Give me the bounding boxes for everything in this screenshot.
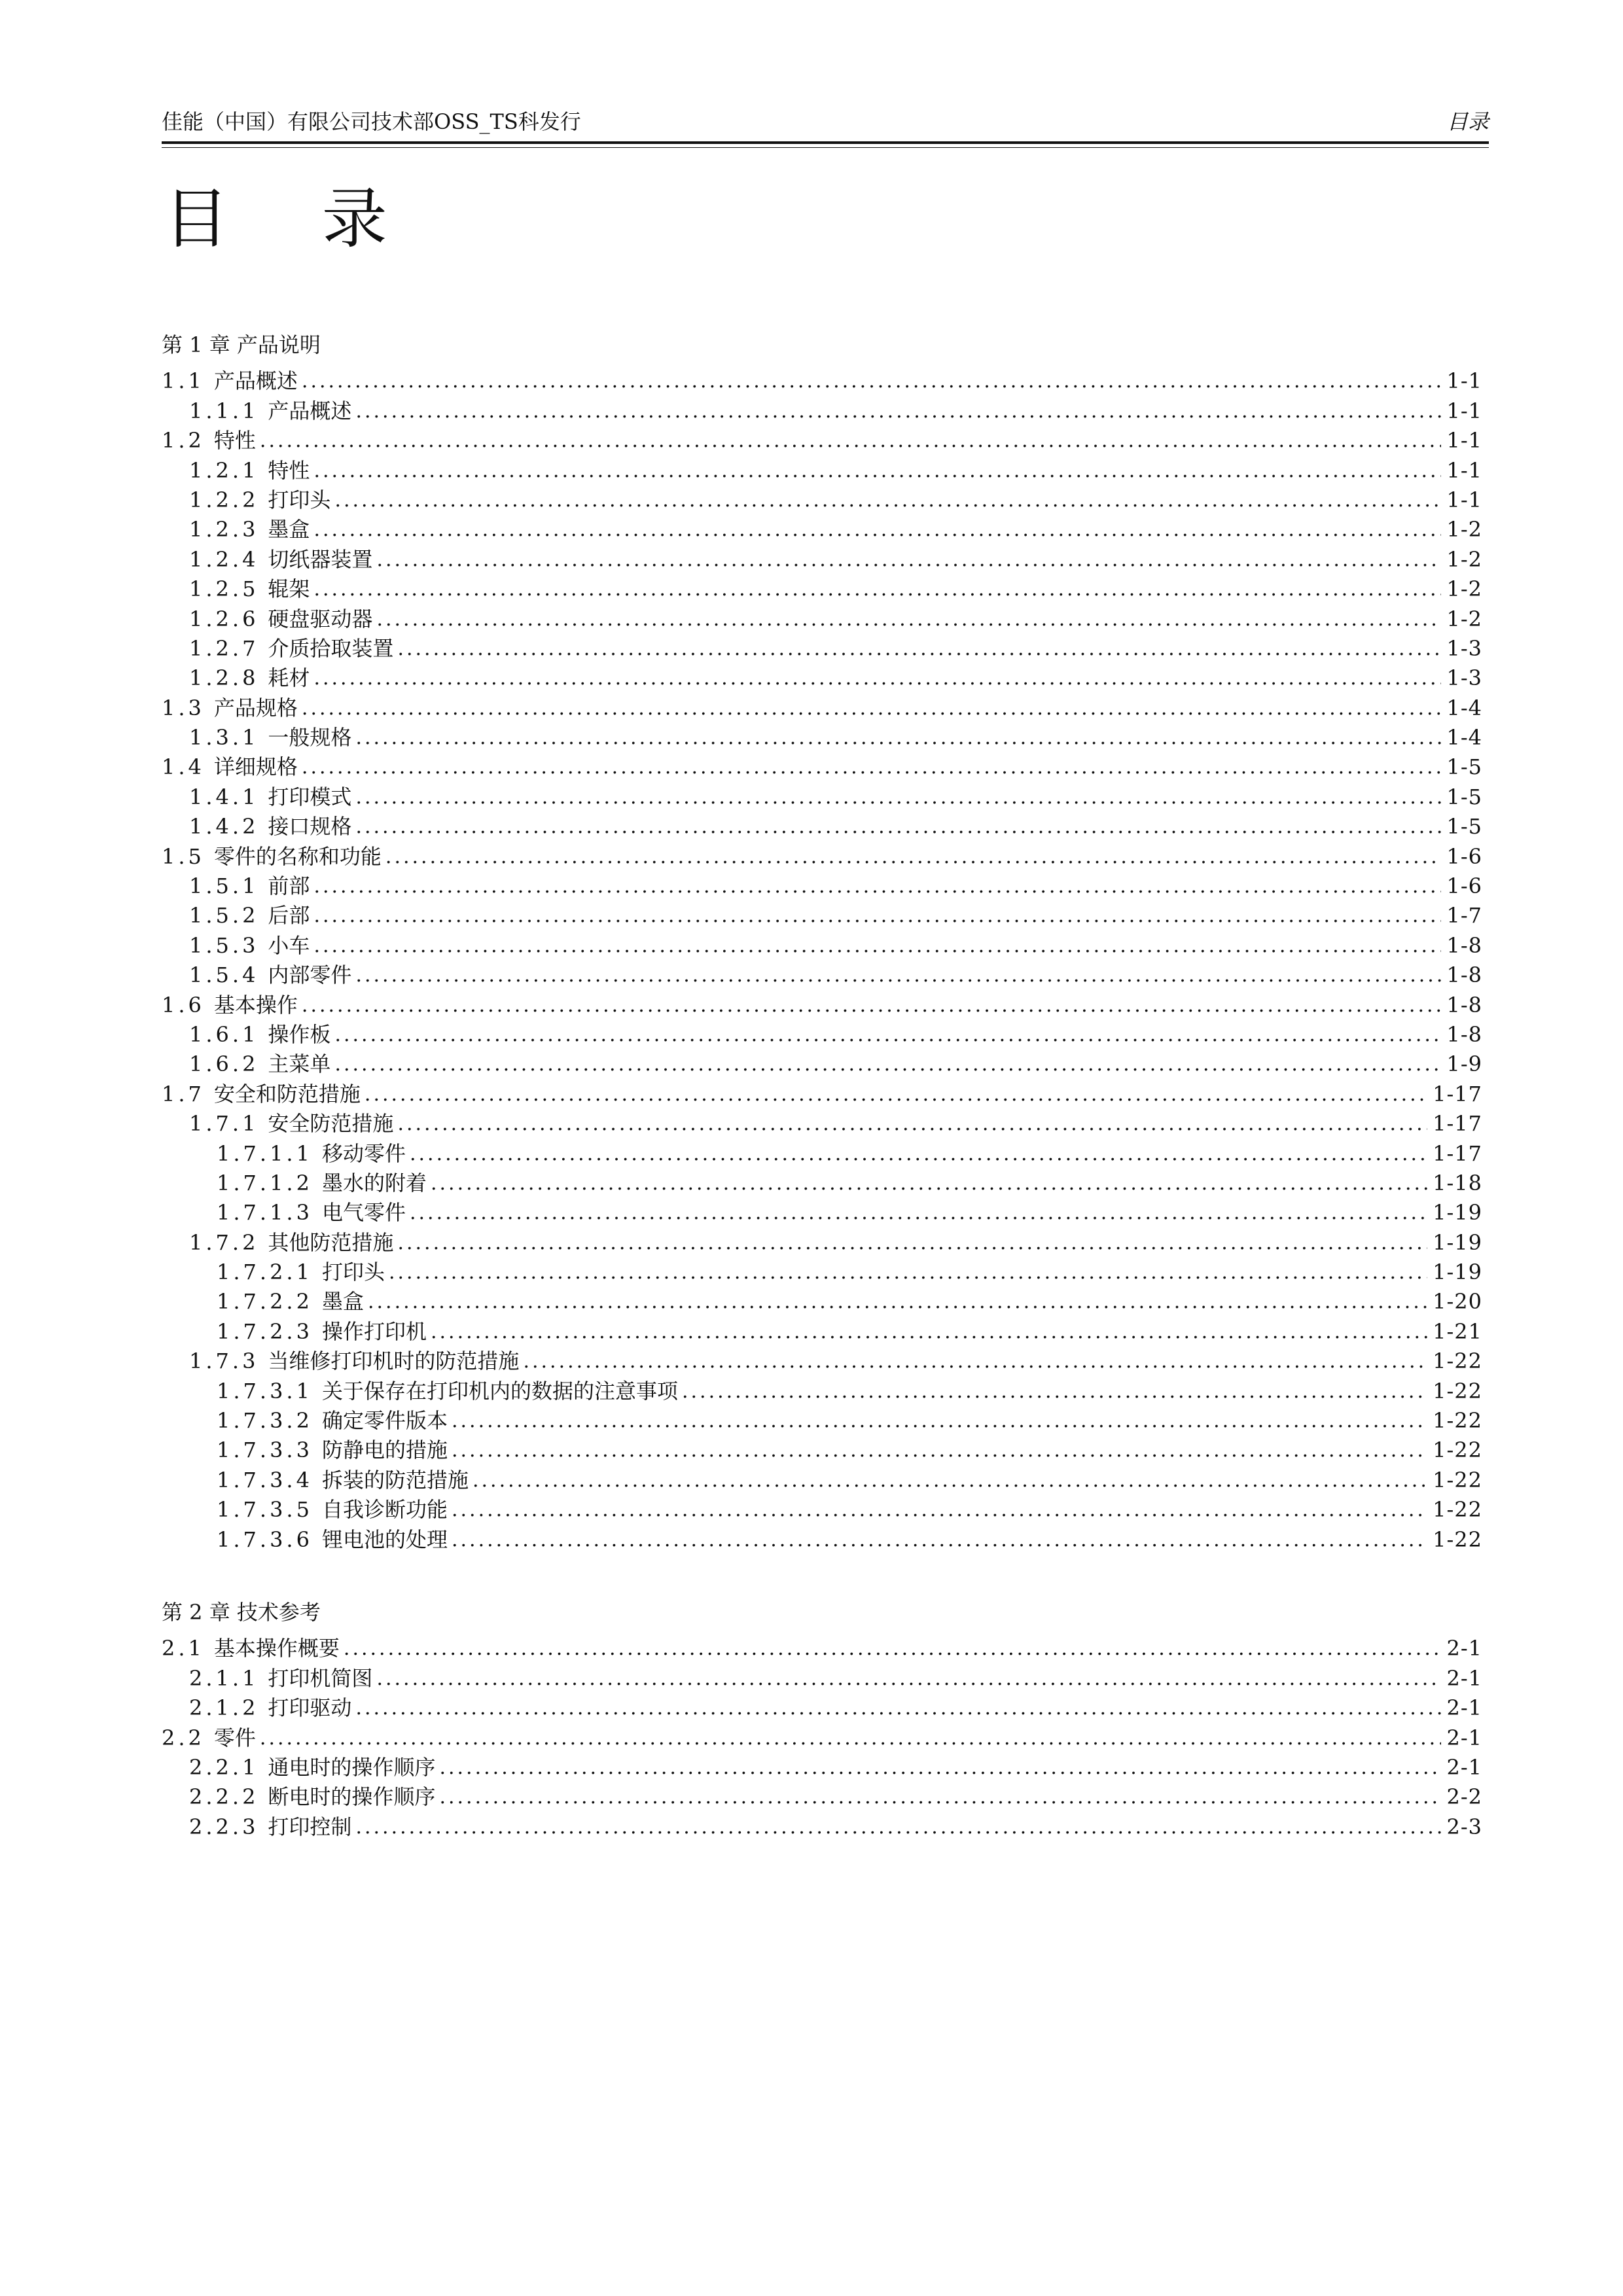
toc-dot-leader	[260, 1723, 1442, 1753]
toc-entry-title: 断电时的操作顺序	[268, 1784, 436, 1810]
page-header	[162, 107, 1489, 140]
toc-entry-title: 自我诊断功能	[321, 1497, 448, 1523]
toc-entry-page: 1-8	[1446, 992, 1482, 1017]
toc-dot-leader	[313, 901, 1441, 930]
toc-entry-title: 产品规格	[213, 695, 298, 720]
toc-entry-number: 1.7.1.1	[217, 1140, 313, 1166]
toc-entry[interactable]	[162, 1436, 1482, 1465]
toc-entry-number: 1.2.3	[189, 517, 259, 542]
toc-entry-title: 零件	[213, 1725, 256, 1750]
toc-entry-title: 详细规格	[213, 754, 298, 780]
toc-entry-page: 1-5	[1446, 754, 1482, 780]
toc-entry[interactable]	[162, 694, 1482, 723]
toc-entry-number: 2.1.1	[189, 1665, 259, 1691]
toc-entry[interactable]	[162, 1080, 1482, 1109]
toc-entry[interactable]	[162, 872, 1482, 901]
toc-dot-leader	[334, 1050, 1441, 1079]
toc-entry[interactable]	[162, 812, 1482, 841]
toc-entry[interactable]	[162, 752, 1482, 782]
toc-entry-page: 2-1	[1446, 1695, 1482, 1721]
toc-entry-number: 1.2.4	[189, 546, 259, 572]
toc-dot-leader	[313, 663, 1441, 693]
toc-entry-page: 1-17	[1433, 1081, 1482, 1106]
toc-entry-number: 1.1	[162, 368, 205, 394]
toc-entry-title: 关于保存在打印机内的数据的注意事项	[321, 1378, 678, 1404]
toc-entry-page: 1-1	[1446, 487, 1482, 512]
toc-entry-page: 1-19	[1433, 1200, 1482, 1226]
toc-entry-page: 1-4	[1446, 725, 1482, 751]
toc-entry-number: 1.7	[162, 1081, 205, 1106]
toc-entry-number: 2.2.3	[189, 1814, 259, 1839]
toc-dot-leader	[439, 1753, 1441, 1782]
toc-entry-page: 1-1	[1446, 368, 1482, 394]
toc-dot-leader	[313, 456, 1441, 486]
toc-entry-number: 1.7.3.2	[217, 1408, 313, 1434]
toc-entry[interactable]	[162, 1782, 1482, 1812]
toc-entry-page: 1-7	[1446, 903, 1482, 928]
toc-entry-page: 1-22	[1433, 1378, 1482, 1404]
toc-entry-number: 1.7.3.5	[217, 1497, 313, 1523]
toc-dot-leader	[313, 931, 1441, 961]
toc-entry-title: 接口规格	[268, 814, 352, 839]
toc-entry-title: 后部	[268, 903, 310, 928]
toc-dot-leader	[355, 723, 1441, 752]
toc-dot-leader	[365, 1080, 1427, 1109]
toc-entry-title: 打印驱动	[268, 1695, 352, 1721]
toc-dot-leader	[385, 842, 1442, 872]
toc-entry[interactable]	[162, 366, 1482, 396]
toc-entry-number: 1.7.3	[189, 1349, 259, 1374]
chapter-heading: 第 2 章 技术参考	[162, 1600, 321, 1625]
toc-entry-page: 2-1	[1446, 1754, 1482, 1780]
toc-entry-number: 2.1	[162, 1636, 205, 1661]
toc-entry-page: 1-3	[1446, 665, 1482, 691]
toc-entry-page: 1-22	[1433, 1527, 1482, 1552]
toc-dot-leader	[376, 545, 1441, 574]
toc-entry-title: 打印头	[268, 487, 331, 512]
toc-entry-title: 操作板	[268, 1021, 331, 1047]
toc-dot-leader	[410, 1198, 1427, 1227]
toc-entry-page: 1-17	[1433, 1140, 1482, 1166]
toc-dot-leader	[302, 366, 1442, 396]
toc-entry[interactable]	[162, 1634, 1482, 1663]
toc-entry-title: 基本操作	[213, 992, 298, 1017]
chapter-heading: 第 1 章 产品说明	[162, 332, 321, 357]
toc-entry-number: 1.7.3.6	[217, 1527, 313, 1552]
toc-entry-page: 1-8	[1446, 1021, 1482, 1047]
toc-entry-title: 切纸器装置	[268, 546, 373, 572]
toc-entry[interactable]	[162, 663, 1482, 693]
toc-entry-number: 1.3	[162, 695, 205, 720]
toc-entry-page: 1-2	[1446, 517, 1482, 542]
toc-entry-page: 1-6	[1446, 874, 1482, 899]
toc-entry-title: 前部	[268, 874, 310, 899]
toc-dot-leader	[452, 1495, 1427, 1525]
toc-dot-leader	[355, 1812, 1441, 1842]
toc-entry-page: 1-6	[1446, 843, 1482, 869]
toc-entry-title: 硬盘驱动器	[268, 606, 373, 631]
toc-entry-page: 1-8	[1446, 963, 1482, 988]
toc-entry-page: 1-22	[1433, 1438, 1482, 1463]
toc-entry-page: 1-22	[1433, 1408, 1482, 1434]
toc-list	[162, 366, 1482, 1555]
toc-entry-number: 1.3.1	[189, 725, 259, 751]
toc-entry[interactable]	[162, 931, 1482, 961]
toc-entry-number: 1.7.3.4	[217, 1467, 313, 1492]
toc-entry-number: 1.7.2.2	[217, 1289, 313, 1315]
toc-entry-number: 1.7.2.3	[217, 1318, 313, 1344]
header-rule-thin	[162, 147, 1489, 148]
toc-entry[interactable]	[162, 574, 1482, 604]
toc-entry-page: 1-2	[1446, 576, 1482, 602]
toc-entry[interactable]	[162, 1812, 1482, 1842]
toc-entry[interactable]	[162, 397, 1482, 426]
toc-entry-page: 2-1	[1446, 1636, 1482, 1661]
toc-entry-number: 1.2	[162, 428, 205, 453]
toc-entry-page: 1-2	[1446, 606, 1482, 631]
toc-entry-page: 1-1	[1446, 457, 1482, 483]
toc-entry-page: 1-22	[1433, 1497, 1482, 1523]
toc-dot-leader	[397, 634, 1441, 663]
page-title: 目 录	[164, 181, 423, 257]
toc-entry-title: 打印模式	[268, 784, 352, 809]
toc-dot-leader	[355, 1693, 1441, 1723]
toc-dot-leader	[410, 1139, 1427, 1169]
toc-entry[interactable]	[162, 901, 1482, 930]
toc-dot-leader	[334, 486, 1441, 515]
toc-dot-leader	[313, 515, 1441, 544]
toc-entry-page: 2-2	[1446, 1784, 1482, 1810]
toc-dot-leader	[302, 752, 1442, 782]
toc-entry-number: 1.2.1	[189, 457, 259, 483]
toc-entry-page: 1-17	[1433, 1111, 1482, 1137]
toc-entry-number: 1.7.1.2	[217, 1170, 313, 1195]
toc-entry-title: 安全和防范措施	[213, 1081, 361, 1106]
toc-entry-number: 1.2.2	[189, 487, 259, 512]
toc-entry-title: 通电时的操作顺序	[268, 1754, 436, 1780]
toc-dot-leader	[355, 961, 1441, 990]
toc-dot-leader	[334, 1020, 1441, 1050]
toc-entry-number: 1.7.2	[189, 1229, 259, 1255]
toc-entry-page: 1-1	[1446, 428, 1482, 453]
toc-dot-leader	[376, 1664, 1441, 1693]
toc-entry[interactable]	[162, 1020, 1482, 1050]
toc-entry-title: 墨盒	[268, 517, 310, 542]
toc-entry-page: 2-1	[1446, 1665, 1482, 1691]
toc-dot-leader	[344, 1634, 1442, 1663]
toc-dot-leader	[302, 991, 1442, 1020]
toc-entry-title: 小车	[268, 932, 310, 958]
toc-entry[interactable]	[162, 1109, 1482, 1139]
toc-entry-page: 1-5	[1446, 814, 1482, 839]
toc-entry-number: 1.7.1	[189, 1111, 259, 1137]
toc-entry-page: 1-2	[1446, 546, 1482, 572]
toc-entry-page: 1-19	[1433, 1260, 1482, 1285]
toc-entry-title: 打印机简图	[268, 1665, 373, 1691]
toc-entry-number: 1.2.6	[189, 606, 259, 631]
toc-entry-number: 2.2.2	[189, 1784, 259, 1810]
toc-entry[interactable]	[162, 842, 1482, 872]
toc-entry-number: 1.5.2	[189, 903, 259, 928]
toc-entry[interactable]	[162, 1258, 1482, 1287]
toc-entry-title: 特性	[213, 428, 256, 453]
toc-entry-title: 辊架	[268, 576, 310, 602]
toc-entry[interactable]	[162, 783, 1482, 812]
toc-entry-number: 1.7.3.3	[217, 1438, 313, 1463]
toc-entry[interactable]	[162, 1753, 1482, 1782]
toc-entry-number: 1.2.7	[189, 635, 259, 661]
toc-entry[interactable]	[162, 723, 1482, 752]
toc-entry-number: 1.4.1	[189, 784, 259, 809]
toc-dot-leader	[452, 1436, 1427, 1465]
toc-entry[interactable]	[162, 1495, 1482, 1525]
toc-entry[interactable]	[162, 1198, 1482, 1227]
toc-entry[interactable]	[162, 1288, 1482, 1317]
toc-entry-page: 2-1	[1446, 1725, 1482, 1750]
toc-entry-title: 安全防范措施	[268, 1111, 394, 1137]
toc-entry-page: 1-9	[1446, 1051, 1482, 1077]
toc-entry[interactable]	[162, 605, 1482, 634]
toc-entry[interactable]	[162, 1169, 1482, 1198]
toc-dot-leader	[682, 1377, 1427, 1406]
toc-entry[interactable]	[162, 1139, 1482, 1169]
toc-entry-page: 1-1	[1446, 398, 1482, 423]
toc-entry-title: 介质拾取装置	[268, 635, 394, 661]
toc-entry-title: 确定零件版本	[321, 1408, 448, 1434]
toc-entry-number: 1.7.3.1	[217, 1378, 313, 1404]
toc-entry-title: 基本操作概要	[213, 1636, 340, 1661]
toc-entry-number: 1.5.4	[189, 963, 259, 988]
toc-entry[interactable]	[162, 1317, 1482, 1347]
header-section-title: 目录	[1446, 109, 1489, 134]
toc-chapter-2	[162, 1598, 1482, 1842]
toc-entry[interactable]	[162, 991, 1482, 1020]
toc-entry-title: 主菜单	[268, 1051, 331, 1077]
toc-entry[interactable]	[162, 1466, 1482, 1495]
toc-dot-leader	[439, 1782, 1441, 1812]
toc-entry-page: 1-4	[1446, 695, 1482, 720]
toc-entry-title: 内部零件	[268, 963, 352, 988]
toc-dot-leader	[313, 574, 1441, 604]
toc-dot-leader	[397, 1109, 1427, 1139]
toc-entry[interactable]	[162, 961, 1482, 990]
toc-entry[interactable]	[162, 1377, 1482, 1406]
toc-entry-number: 1.4.2	[189, 814, 259, 839]
toc-entry-number: 1.2.5	[189, 576, 259, 602]
toc-chapter-1	[162, 330, 1482, 1555]
toc-dot-leader	[302, 694, 1442, 723]
toc-entry-title: 墨水的附着	[321, 1170, 427, 1195]
toc-entry-title: 打印控制	[268, 1814, 352, 1839]
toc-entry-page: 1-22	[1433, 1467, 1482, 1492]
toc-dot-leader	[452, 1525, 1427, 1555]
toc-entry-title: 一般规格	[268, 725, 352, 751]
toc-entry[interactable]	[162, 634, 1482, 663]
toc-entry-number: 1.7.2.1	[217, 1260, 313, 1285]
toc-entry-page: 1-20	[1433, 1289, 1482, 1315]
toc-entry-title: 产品概述	[213, 368, 298, 394]
toc-entry-number: 1.6	[162, 992, 205, 1017]
toc-entry-title: 当维修打印机时的防范措施	[268, 1349, 520, 1374]
toc-list	[162, 1634, 1482, 1842]
toc-entry[interactable]	[162, 426, 1482, 455]
toc-dot-leader	[431, 1317, 1427, 1347]
toc-entry-title: 拆装的防范措施	[321, 1467, 469, 1492]
toc-entry-number: 1.7.1.3	[217, 1200, 313, 1226]
toc-entry[interactable]	[162, 456, 1482, 486]
toc-entry-page: 1-8	[1446, 932, 1482, 958]
toc-dot-leader	[355, 812, 1441, 841]
toc-entry-page: 1-21	[1433, 1318, 1482, 1344]
toc-entry-page: 1-22	[1433, 1349, 1482, 1374]
toc-entry[interactable]	[162, 1406, 1482, 1436]
toc-entry-number: 1.5.3	[189, 932, 259, 958]
toc-entry-number: 2.2.1	[189, 1754, 259, 1780]
toc-dot-leader	[355, 783, 1441, 812]
toc-entry-title: 耗材	[268, 665, 310, 691]
toc-entry[interactable]	[162, 1050, 1482, 1079]
toc-entry-title: 零件的名称和功能	[213, 843, 382, 869]
toc-entry[interactable]	[162, 515, 1482, 544]
toc-dot-leader	[260, 426, 1442, 455]
toc-entry-title: 电气零件	[321, 1200, 406, 1226]
toc-entry-number: 1.6.1	[189, 1021, 259, 1047]
toc-entry[interactable]	[162, 1228, 1482, 1258]
toc-entry-number: 2.1.2	[189, 1695, 259, 1721]
toc-entry-number: 1.4	[162, 754, 205, 780]
toc-entry-number: 1.1.1	[189, 398, 259, 423]
toc-dot-leader	[376, 605, 1441, 634]
toc-entry-title: 移动零件	[321, 1140, 406, 1166]
toc-dot-leader	[355, 397, 1441, 426]
toc-entry[interactable]	[162, 1525, 1482, 1555]
toc-dot-leader	[397, 1228, 1427, 1258]
toc-entry[interactable]	[162, 1347, 1482, 1376]
toc-entry-page: 1-3	[1446, 635, 1482, 661]
header-publisher: 佳能（中国）有限公司技术部OSS_TS科发行	[162, 109, 581, 134]
toc-entry-page: 1-5	[1446, 784, 1482, 809]
toc-entry[interactable]	[162, 545, 1482, 574]
toc-dot-leader	[473, 1466, 1427, 1495]
toc-dot-leader	[431, 1169, 1427, 1198]
toc-dot-leader	[368, 1287, 1427, 1316]
header-rule	[162, 141, 1489, 144]
toc-entry[interactable]	[162, 1693, 1482, 1723]
toc-entry-number: 2.2	[162, 1725, 205, 1750]
toc-entry-title: 产品概述	[268, 398, 352, 423]
toc-entry-title: 操作打印机	[321, 1318, 427, 1344]
toc-entry[interactable]	[162, 486, 1482, 515]
toc-entry[interactable]	[162, 1723, 1482, 1753]
toc-entry-title: 其他防范措施	[268, 1229, 394, 1255]
toc-entry-title: 墨盒	[321, 1289, 364, 1315]
toc-entry-title: 防静电的措施	[321, 1438, 448, 1463]
toc-entry-number: 1.2.8	[189, 665, 259, 691]
toc-dot-leader	[313, 872, 1441, 901]
toc-dot-leader	[389, 1258, 1427, 1287]
toc-entry-title: 打印头	[321, 1260, 385, 1285]
toc-entry-number: 1.5	[162, 843, 205, 869]
toc-entry-title: 锂电池的处理	[321, 1527, 448, 1552]
toc-entry-title: 特性	[268, 457, 310, 483]
toc-entry-number: 1.6.2	[189, 1051, 259, 1077]
toc-entry-page: 2-3	[1446, 1814, 1482, 1839]
toc-entry-number: 1.5.1	[189, 874, 259, 899]
toc-entry-page: 1-18	[1433, 1170, 1482, 1195]
toc-dot-leader	[523, 1347, 1427, 1376]
toc-entry-page: 1-19	[1433, 1229, 1482, 1255]
toc-entry[interactable]	[162, 1664, 1482, 1693]
toc-dot-leader	[452, 1406, 1427, 1436]
